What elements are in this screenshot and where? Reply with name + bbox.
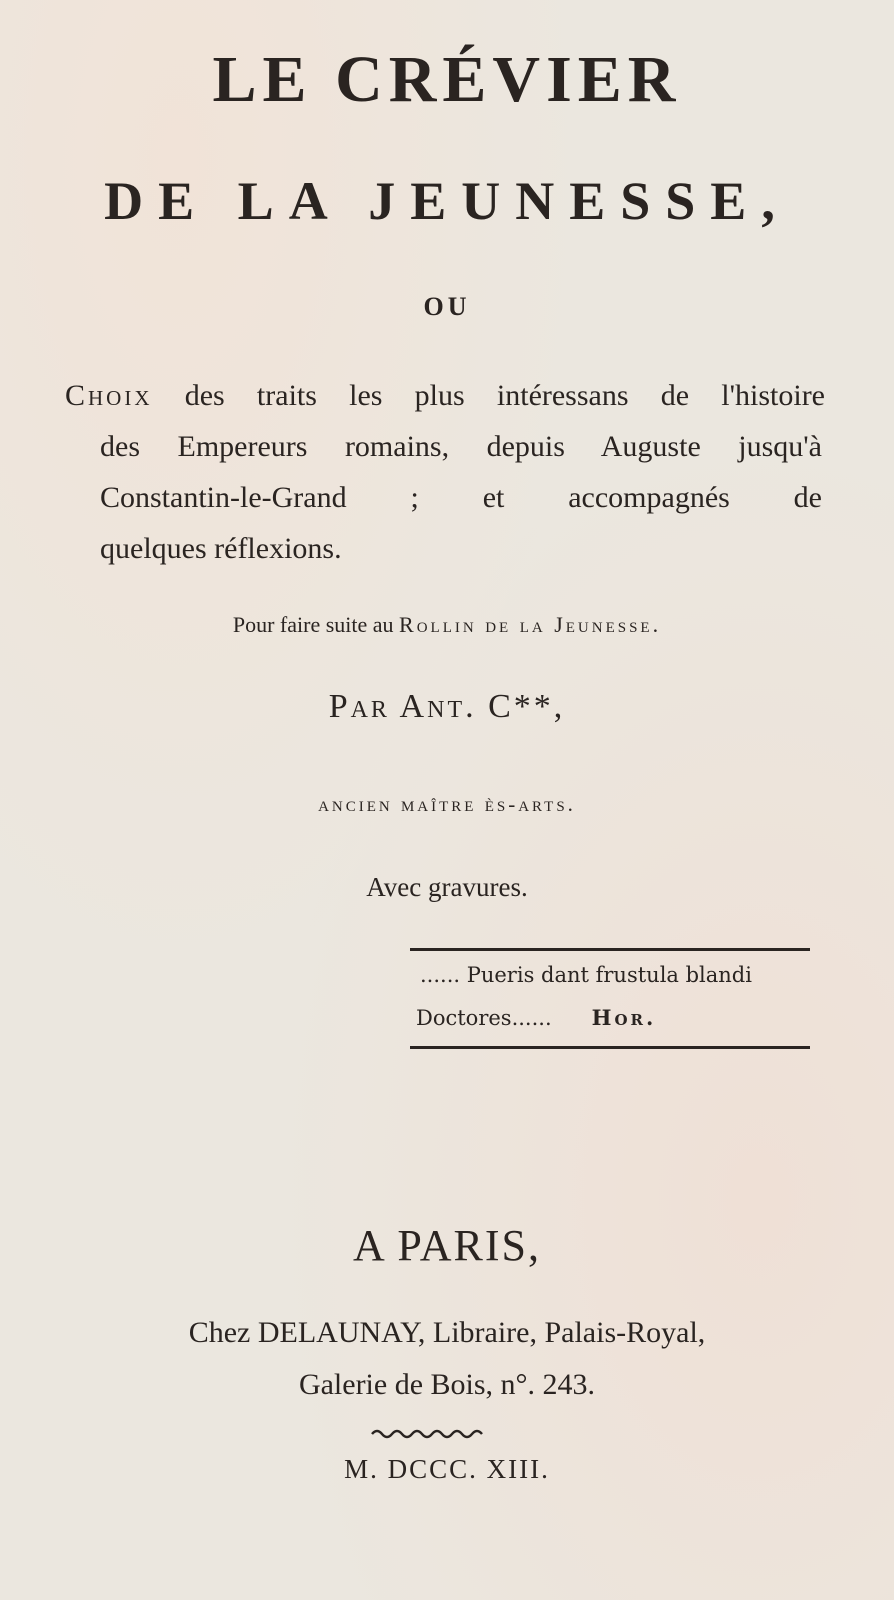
place: A PARIS, [352,1221,542,1270]
series-note-prefix: Pour faire suite au [232,612,400,637]
illustrations-note: Avec gravures. [366,872,528,902]
publisher-line-1: Chez DELAUNAY, Libraire, Palais-Royal, [188,1316,706,1349]
epigraph-line-1: ...... Pueris dant frustula blandi [420,963,752,987]
rule-bottom [410,1046,810,1049]
subtitle-block [100,421,822,574]
epigraph-attribution: Hor. [591,1005,657,1030]
series-name: Rollin de la Jeunesse. [399,612,662,637]
epigraph-text: Doctores...... [416,1006,552,1030]
subtitle-line: Constantin-le-Grand ; et accompagnés de [100,481,822,514]
epigraph-line-2 [416,1005,656,1030]
subtitle-lead-word: Choix [65,379,153,412]
subtitle-line: des Empereurs romains, depuis Auguste jusqu'à [100,430,822,463]
title-line-2: DE LA JEUNESSE, [104,171,790,231]
publisher-line-2: Galerie de Bois, n°. 243. [298,1368,596,1401]
subtitle-line: des traits les plus intéressans de l'histoire [152,379,825,412]
publication-year: M. DCCC. XIII. [344,1454,550,1484]
wavy-ornament-icon [370,1428,490,1440]
conjunction: OU [423,292,471,321]
author: Par Ant. C**, [328,688,566,725]
author-title: ancien maître ès-arts. [318,792,576,816]
series-note [0,612,894,638]
rule-top [410,948,810,951]
subtitle-first-line [65,370,825,421]
subtitle-line: quelques réflexions. [100,532,342,565]
title-line-1: LE CRÉVIER [212,43,682,116]
